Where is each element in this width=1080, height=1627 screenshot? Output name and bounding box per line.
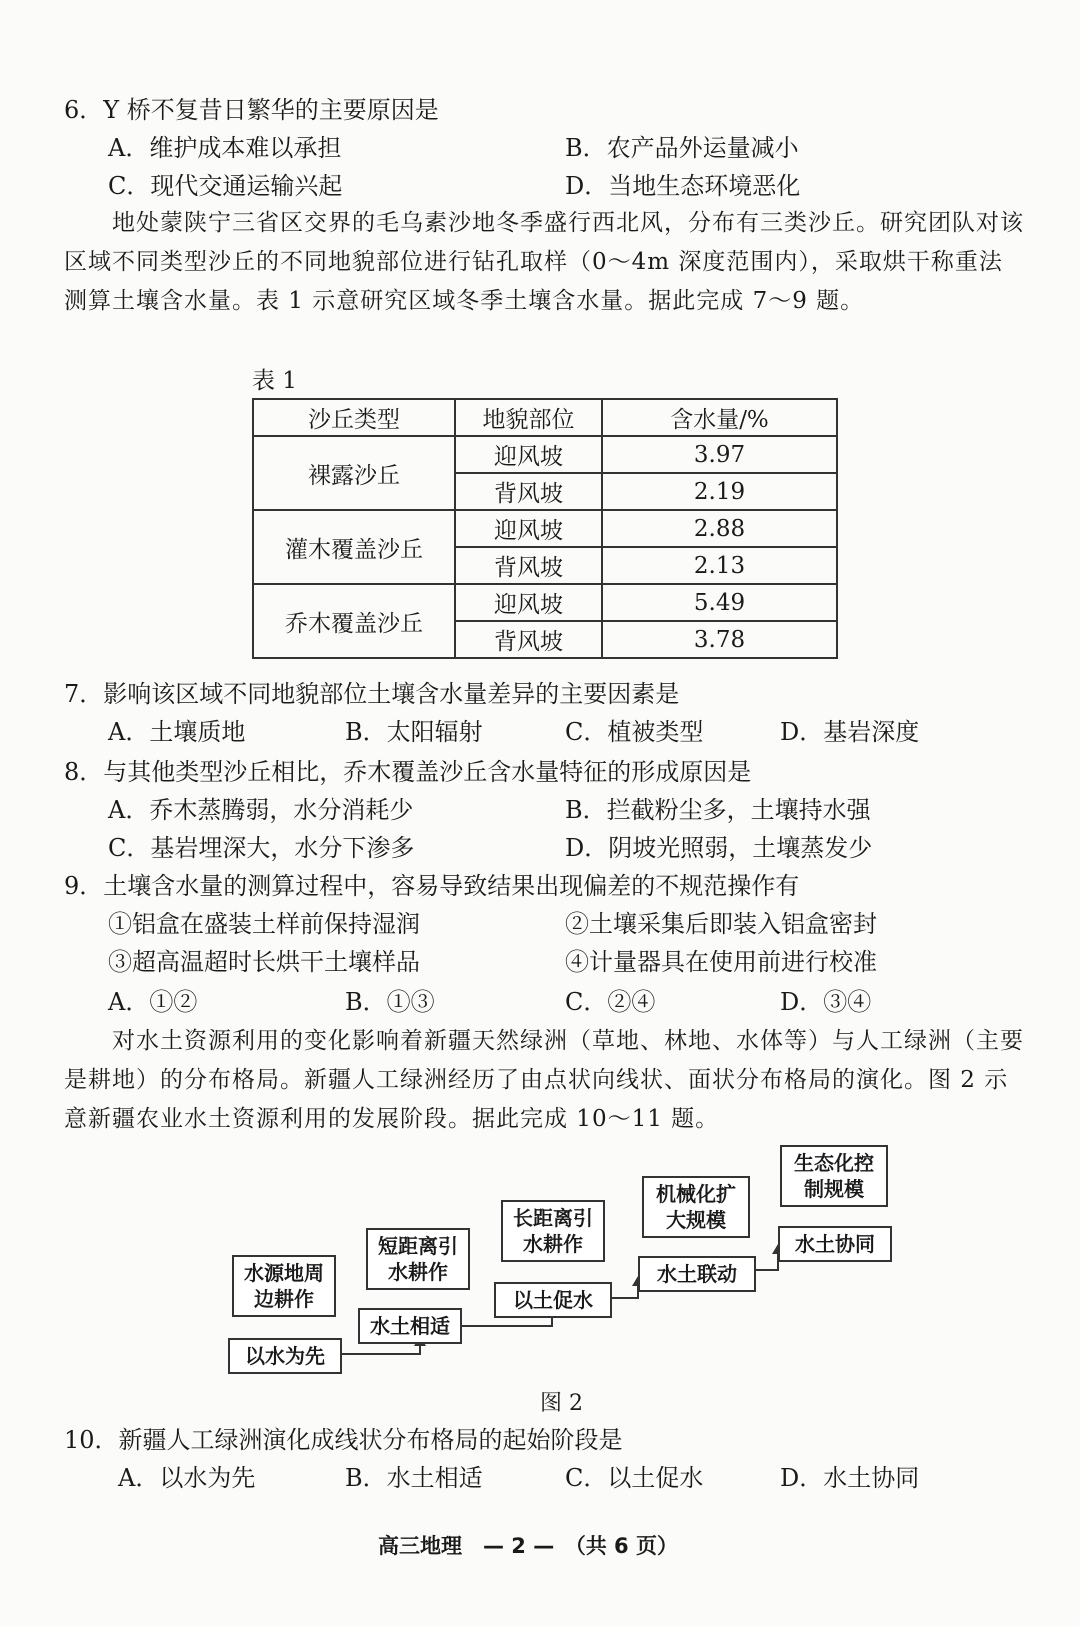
table-row (253, 510, 837, 547)
figure-2-note (366, 1228, 470, 1290)
q10-option-d: D．水土协同 (780, 1464, 920, 1492)
q10-option-a: A．以水为先 (118, 1464, 256, 1492)
q9-option-d: D．③④ (780, 988, 872, 1016)
table-row (253, 584, 837, 621)
table-row (253, 436, 837, 473)
figure-2-note-text: 机械化扩大规模 (656, 1182, 736, 1232)
q7-option-d: D．基岩深度 (780, 718, 920, 746)
figure-2-note (232, 1255, 336, 1317)
q9-item-2: ②土壤采集后即装入铝盒密封 (565, 910, 877, 938)
q6-stem: 6．Y 桥不复昔日繁华的主要原因是 (64, 96, 439, 124)
figure-2-stage: 以水为先 (228, 1338, 342, 1374)
q6-option-c: C．现代交通运输兴起 (108, 172, 343, 200)
table-cell-slope: 背风坡 (455, 547, 602, 584)
q9-item-4: ④计量器具在使用前进行校准 (565, 948, 877, 976)
q6-option-b: B．农产品外运量减小 (565, 134, 799, 162)
q8-option-d: D．阴坡光照弱，土壤蒸发少 (565, 834, 873, 862)
q10-option-c: C．以土促水 (565, 1464, 704, 1492)
table-cell-value: 2.19 (602, 473, 837, 510)
table-cell-value: 2.88 (602, 510, 837, 547)
figure-2-note-text: 短距离引水耕作 (378, 1234, 458, 1284)
figure-2-note (501, 1200, 605, 1262)
table-cell-slope: 迎风坡 (455, 510, 602, 547)
table-cell-dune-type: 灌木覆盖沙丘 (253, 510, 455, 584)
table-header: 含水量/% (602, 399, 837, 436)
q7-option-c: C．植被类型 (565, 718, 704, 746)
passage-1-text: 地处蒙陕宁三省区交界的毛乌素沙地冬季盛行西北风，分布有三类沙丘。研究团队对该区域不同类型沙丘的不同地貌部位进行钻孔取样（0～4m 深度范围内），采取烘干称重法测算土壤含水量。表 1 示意研究区域冬季土壤含水量。据此完成 7～9 题。 (64, 210, 1024, 314)
q10-option-b: B．水土相适 (345, 1464, 483, 1492)
q6-option-a: A．维护成本难以承担 (108, 134, 342, 162)
table-header: 地貌部位 (455, 399, 602, 436)
passage-2-text: 对水土资源利用的变化影响着新疆天然绿洲（草地、林地、水体等）与人工绿洲（主要是耕地）的分布格局。新疆人工绿洲经历了由点状向线状、面状分布格局的演化。图 2 示意新疆农业水土资源利用的发展阶段。据此完成 10～11 题。 (64, 1028, 1024, 1132)
q7-option-a: A．土壤质地 (108, 718, 246, 746)
page-footer: 高三地理 — 2 — （共 6 页） (378, 1534, 678, 1558)
q9-option-a: A．①② (108, 988, 198, 1016)
q8-option-a: A．乔木蒸腾弱，水分消耗少 (108, 796, 414, 824)
table-cell-dune-type: 裸露沙丘 (253, 436, 455, 510)
figure-2-stage: 水土联动 (638, 1256, 756, 1292)
figure-2-note (642, 1176, 750, 1238)
table-cell-value: 3.97 (602, 436, 837, 473)
q9-item-3: ③超高温超时长烘干土壤样品 (108, 948, 420, 976)
figure-2-note-text: 生态化控制规模 (794, 1151, 874, 1201)
figure-2-stage: 水土协同 (778, 1226, 892, 1262)
q8-stem: 8．与其他类型沙丘相比，乔木覆盖沙丘含水量特征的形成原因是 (64, 758, 752, 786)
figure-2-stage: 以土促水 (494, 1282, 612, 1318)
q8-option-b: B．拦截粉尘多，土壤持水强 (565, 796, 871, 824)
table-cell-value: 3.78 (602, 621, 837, 658)
table-header-row (253, 399, 837, 436)
q9-item-1: ①铝盒在盛装土样前保持湿润 (108, 910, 420, 938)
passage-1 (64, 204, 1024, 321)
q10-stem: 10．新疆人工绿洲演化成线状分布格局的起始阶段是 (64, 1426, 623, 1454)
q9-option-c: C．②④ (565, 988, 656, 1016)
figure-2-stage: 水土相适 (358, 1308, 462, 1344)
figure-2-note-text: 水源地周边耕作 (244, 1261, 324, 1311)
table-cell-dune-type: 乔木覆盖沙丘 (253, 584, 455, 658)
table-cell-value: 5.49 (602, 584, 837, 621)
q9-option-b: B．①③ (345, 988, 435, 1016)
table-cell-slope: 迎风坡 (455, 584, 602, 621)
table-1-caption: 表 1 (252, 368, 297, 394)
q9-stem: 9．土壤含水量的测算过程中，容易导致结果出现偏差的不规范操作有 (64, 872, 800, 900)
figure-2-note (780, 1145, 888, 1207)
q7-option-b: B．太阳辐射 (345, 718, 483, 746)
table-cell-value: 2.13 (602, 547, 837, 584)
passage-2 (64, 1022, 1024, 1139)
table-header: 沙丘类型 (253, 399, 455, 436)
q8-option-c: C．基岩埋深大，水分下渗多 (108, 834, 415, 862)
table-cell-slope: 迎风坡 (455, 436, 602, 473)
figure-2-caption: 图 2 (540, 1391, 583, 1416)
q6-option-d: D．当地生态环境恶化 (565, 172, 801, 200)
table-cell-slope: 背风坡 (455, 473, 602, 510)
q7-stem: 7．影响该区域不同地貌部位土壤含水量差异的主要因素是 (64, 680, 680, 708)
figure-2-note-text: 长距离引水耕作 (513, 1206, 593, 1256)
table-cell-slope: 背风坡 (455, 621, 602, 658)
table-1 (252, 398, 838, 659)
